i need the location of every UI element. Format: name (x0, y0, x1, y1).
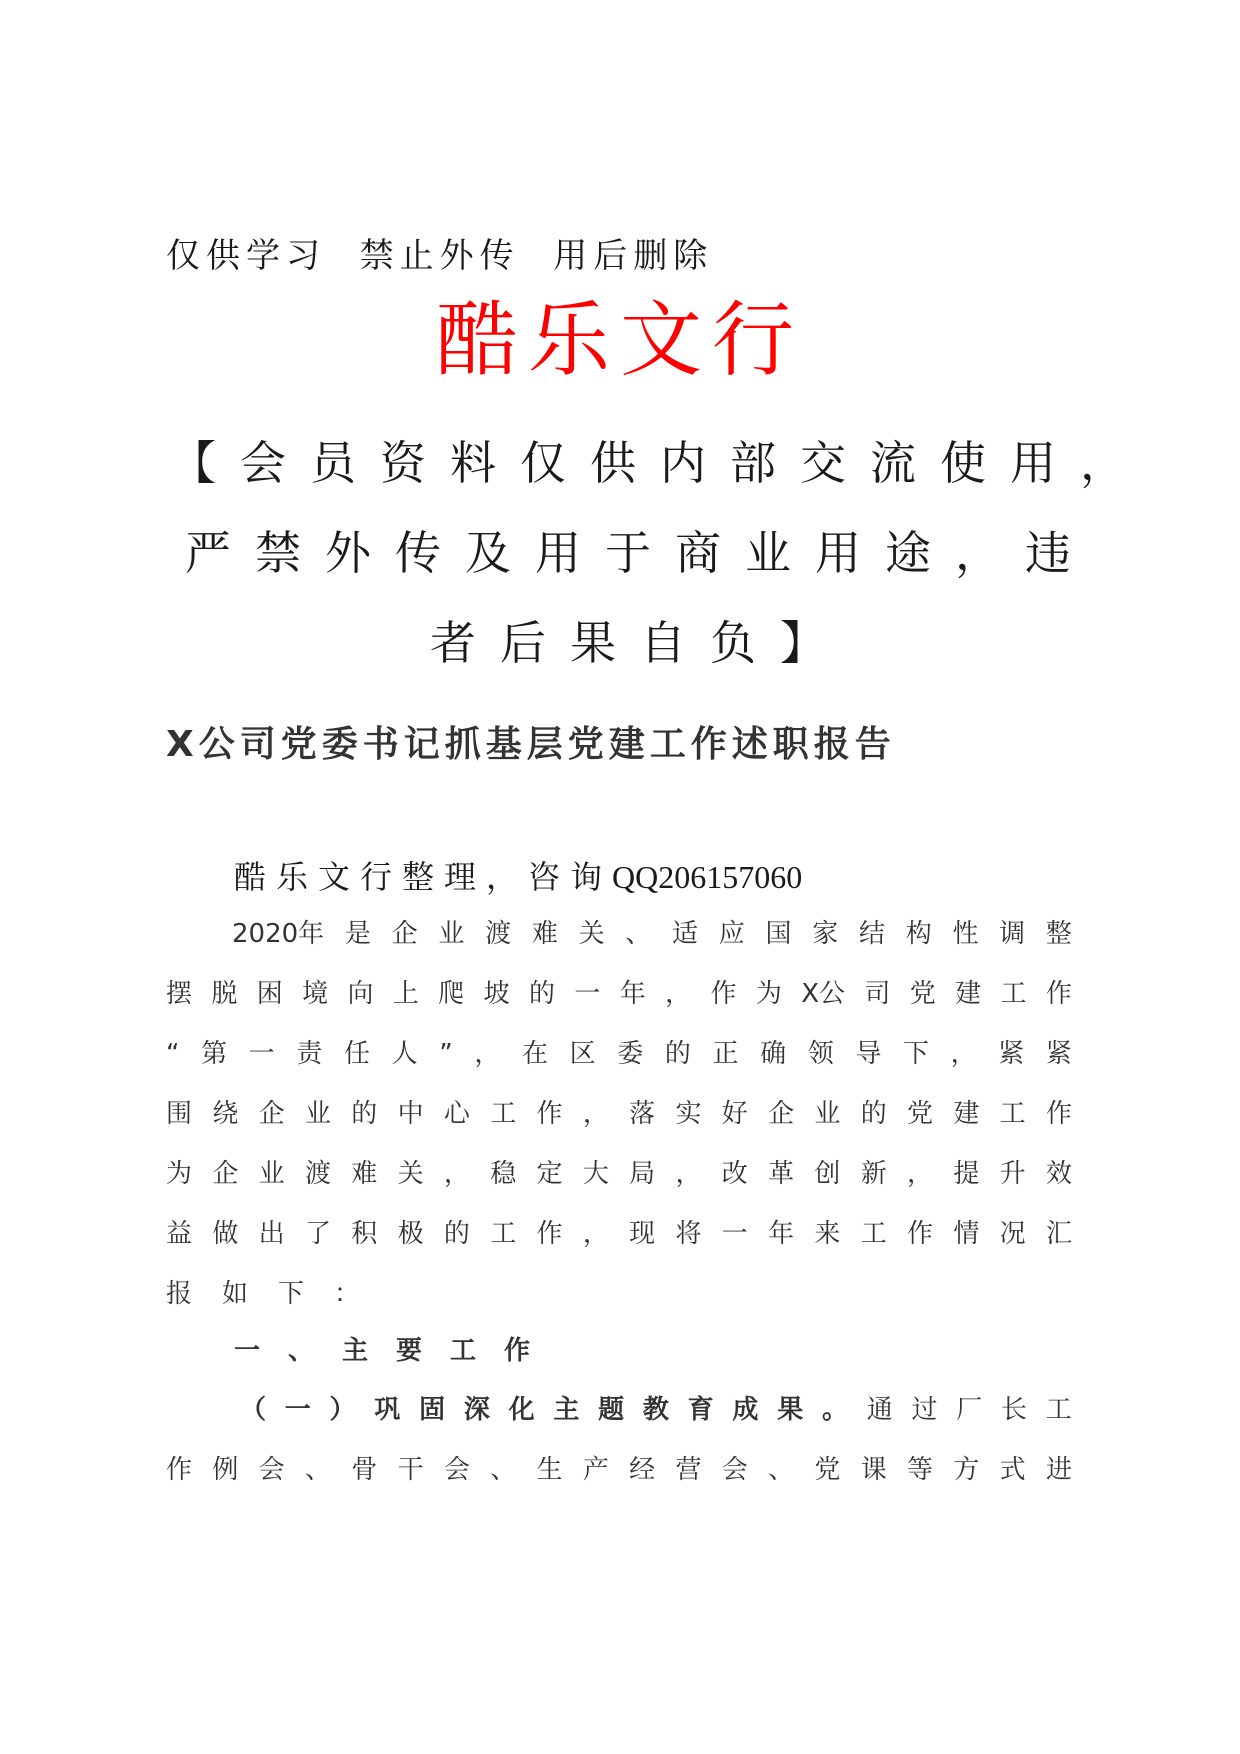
paragraph-char: 会 (258, 1455, 285, 1485)
paragraph-char: 适 (672, 919, 699, 949)
paragraph-char: 领 (807, 1039, 834, 1069)
paragraph-char: 作 (907, 1219, 934, 1249)
paragraph-char: 提 (953, 1159, 980, 1189)
paragraph-char: 出 (258, 1219, 285, 1249)
paragraph-char: 第 (201, 1039, 228, 1069)
paragraph-char: 况 (999, 1219, 1026, 1249)
paragraph-char: 汇 (1045, 1219, 1072, 1249)
paragraph-char: 工 (490, 1219, 517, 1249)
paragraph-char: 作 (536, 1099, 563, 1129)
paragraph-char: 确 (760, 1039, 787, 1069)
paragraph-char: 紧 (1045, 1039, 1072, 1069)
paragraph-char: 司 (864, 979, 891, 1009)
member-notice-line-1: 【会员资料仅供内部交流使用， (170, 436, 1150, 490)
paragraph-char: 课 (860, 1455, 887, 1485)
paragraph-char: 来 (814, 1219, 841, 1249)
paragraph-char: 积 (351, 1219, 378, 1249)
paragraph-char: 责 (296, 1039, 323, 1069)
paragraph-char: 为 (166, 1159, 193, 1189)
paragraph-char: 上 (392, 979, 419, 1009)
paragraph-char: 进 (1045, 1455, 1072, 1485)
paragraph-char: 境 (302, 979, 329, 1009)
paragraph-char: 企 (768, 1099, 795, 1129)
sub-heading-char: 固 (419, 1395, 446, 1425)
paragraph-line (166, 1264, 1072, 1324)
paragraph-char: 会 (443, 1455, 470, 1485)
paragraph-char: 委 (617, 1039, 644, 1069)
paragraph-char: 家 (812, 919, 839, 949)
sub-heading-char: 题 (598, 1395, 625, 1425)
paragraph-char: 年 (619, 979, 646, 1009)
paragraph-char: 经 (629, 1455, 656, 1485)
paragraph-line (166, 1144, 1072, 1204)
paragraph-line (166, 1440, 1072, 1500)
compiler-label: 酷乐文行整理，咨询 (234, 858, 613, 896)
paragraph-char: 业 (258, 1159, 285, 1189)
paragraph-char: 业 (438, 919, 465, 949)
sub-heading-char: 育 (687, 1395, 714, 1425)
paragraph-char: 将 (675, 1219, 702, 1249)
paragraph-char: 党 (907, 1099, 934, 1129)
sub-heading-char: 主 (553, 1395, 580, 1425)
paragraph-char: 坡 (483, 979, 510, 1009)
paragraph-char: 是 (344, 919, 371, 949)
paragraph-char: 报 (166, 1279, 193, 1309)
paragraph-char: 过 (911, 1395, 938, 1425)
paragraph-char: 任 (343, 1039, 370, 1069)
paragraph-char: 党 (909, 979, 936, 1009)
paragraph-char: ， (950, 1039, 977, 1069)
paragraph-line (166, 1380, 1072, 1440)
sub-heading-char: ） (329, 1395, 356, 1425)
compiler-contact: QQ206157060 (612, 859, 803, 895)
paragraph-char: 工 (999, 1099, 1026, 1129)
paragraph-line (166, 1084, 1072, 1144)
paragraph-char: 工 (1045, 1395, 1072, 1425)
paragraph-char: 新 (860, 1159, 887, 1189)
sub-heading-char: 巩 (374, 1395, 401, 1425)
paragraph-char: “ (166, 1039, 180, 1069)
paragraph-char: ， (443, 1159, 470, 1189)
paragraph-char: 正 (712, 1039, 739, 1069)
paragraph-line (166, 1024, 1072, 1084)
paragraph-char: ， (582, 1219, 609, 1249)
paragraph-char: 作 (536, 1219, 563, 1249)
paragraph-char: 做 (212, 1219, 239, 1249)
paragraph-char: 好 (721, 1099, 748, 1129)
document-title: X公司党委书记抓基层党建工作述职报告 (166, 724, 896, 765)
paragraph-char: 式 (999, 1455, 1026, 1485)
sub-heading-char: 果 (777, 1395, 804, 1425)
paragraph-char: 定 (536, 1159, 563, 1189)
paragraph-char: 一 (574, 979, 601, 1009)
paragraph-char: 作 (1045, 1099, 1072, 1129)
paragraph-char: 创 (814, 1159, 841, 1189)
sub-heading-char: 深 (463, 1395, 490, 1425)
sub-heading-char: 教 (642, 1395, 669, 1425)
paragraph-char: 落 (629, 1099, 656, 1129)
paragraph-char: 、 (768, 1455, 795, 1485)
sub-heading-char: （ (240, 1395, 267, 1425)
paragraph-char: 情 (953, 1219, 980, 1249)
paragraph-char: 的 (351, 1099, 378, 1129)
paragraph-char: 年 (768, 1219, 795, 1249)
paragraph-char: 骨 (351, 1455, 378, 1485)
paragraph-char: 企 (391, 919, 418, 949)
paragraph-line (166, 964, 1072, 1024)
paragraph-char: 生 (536, 1455, 563, 1485)
paragraph-char: 益 (166, 1219, 193, 1249)
brand-title: 酷乐文行 (435, 293, 804, 388)
member-notice-line-2: 严禁外传及用于商业用途，违 (185, 526, 1095, 580)
paragraph-char: 、 (490, 1455, 517, 1485)
sub-section-paragraph (166, 1380, 1072, 1500)
paragraph-char: 改 (721, 1159, 748, 1189)
paragraph-char: 通 (866, 1395, 893, 1425)
paragraph-char: 效 (1045, 1159, 1072, 1189)
paragraph-char: 导 (855, 1039, 882, 1069)
paragraph-char: 应 (718, 919, 745, 949)
paragraph-char: 渡 (485, 919, 512, 949)
paragraph-char: 向 (347, 979, 374, 1009)
paragraph-char: 极 (397, 1219, 424, 1249)
paragraph-char: 作 (1045, 979, 1072, 1009)
sub-heading-char: 一 (284, 1395, 311, 1425)
paragraph-char: 例 (212, 1455, 239, 1485)
paragraph-char: ： (334, 1279, 361, 1309)
paragraph-char: 建 (953, 1099, 980, 1129)
paragraph-char: 难 (351, 1159, 378, 1189)
paragraph-char: 的 (860, 1099, 887, 1129)
paragraph-char: 业 (304, 1099, 331, 1129)
paragraph-char: 的 (664, 1039, 691, 1069)
member-notice-line-3: 者后果自负】 (430, 616, 850, 670)
paragraph-char: 业 (814, 1099, 841, 1129)
paragraph-char: 脱 (211, 979, 238, 1009)
paragraph-char: 构 (905, 919, 932, 949)
paragraph-char: 人 (391, 1039, 418, 1069)
paragraph-char: 绕 (212, 1099, 239, 1129)
paragraph-char: 一 (248, 1039, 275, 1069)
sub-heading-char: 成 (732, 1395, 759, 1425)
paragraph-char: 在 (521, 1039, 548, 1069)
paragraph-char: 了 (304, 1219, 331, 1249)
paragraph-char: 长 (1001, 1395, 1028, 1425)
paragraph-char: 工 (490, 1099, 517, 1129)
paragraph-char: ， (582, 1099, 609, 1129)
paragraph-char: 等 (907, 1455, 934, 1485)
paragraph-char: 中 (397, 1099, 424, 1129)
paragraph-char: 心 (443, 1099, 470, 1129)
paragraph-char: 、 (304, 1455, 331, 1485)
intro-paragraph (166, 904, 1072, 1324)
paragraph-char: 围 (166, 1099, 193, 1129)
paragraph-char: 下 (902, 1039, 929, 1069)
paragraph-char: 局 (629, 1159, 656, 1189)
paragraph-char: 的 (443, 1219, 470, 1249)
paragraph-char: 2020年 (232, 919, 325, 949)
paragraph-char: 营 (675, 1455, 702, 1485)
paragraph-char: 干 (397, 1455, 424, 1485)
paragraph-char: 区 (569, 1039, 596, 1069)
paragraph-char: 稳 (490, 1159, 517, 1189)
paragraph-char: 性 (952, 919, 979, 949)
paragraph-char: 会 (721, 1455, 748, 1485)
paragraph-char: 结 (858, 919, 885, 949)
paragraph-char: 为 (755, 979, 782, 1009)
paragraph-char: 关 (397, 1159, 424, 1189)
paragraph-char: ” (439, 1039, 453, 1069)
compiler-line (234, 852, 802, 898)
section-heading-main-work: 一、主要工作 (234, 1336, 559, 1366)
paragraph-char: 下 (278, 1279, 305, 1309)
paragraph-char: 、 (625, 919, 652, 949)
paragraph-char: 关 (578, 919, 605, 949)
paragraph-char: ， (907, 1159, 934, 1189)
paragraph-char: X公 (801, 979, 846, 1009)
paragraph-char: 难 (531, 919, 558, 949)
sub-heading-char: 化 (508, 1395, 535, 1425)
paragraph-char: 产 (582, 1455, 609, 1485)
paragraph-line (166, 904, 1072, 964)
paragraph-char: 实 (675, 1099, 702, 1129)
paragraph-char: 渡 (304, 1159, 331, 1189)
paragraph-char: 建 (955, 979, 982, 1009)
paragraph-char: 厂 (956, 1395, 983, 1425)
paragraph-char: 的 (529, 979, 556, 1009)
sub-heading-char: 。 (821, 1395, 848, 1425)
usage-notice: 仅供学习 禁止外传 用后删除 (166, 236, 714, 276)
paragraph-char: 现 (629, 1219, 656, 1249)
paragraph-char: 大 (582, 1159, 609, 1189)
paragraph-char: 工 (860, 1219, 887, 1249)
paragraph-line (166, 1204, 1072, 1264)
paragraph-char: 爬 (438, 979, 465, 1009)
paragraph-char: 作 (710, 979, 737, 1009)
paragraph-char: 国 (765, 919, 792, 949)
paragraph-char: 工 (1000, 979, 1027, 1009)
member-notice (170, 418, 1150, 688)
paragraph-char: ， (675, 1159, 702, 1189)
paragraph-char: 一 (721, 1219, 748, 1249)
paragraph-char: 如 (222, 1279, 249, 1309)
paragraph-char: 党 (814, 1455, 841, 1485)
paragraph-char: 企 (258, 1099, 285, 1129)
paragraph-char: 困 (256, 979, 283, 1009)
paragraph-char: ， (665, 979, 692, 1009)
paragraph-char: 革 (768, 1159, 795, 1189)
paragraph-char: ， (474, 1039, 501, 1069)
paragraph-char: 方 (953, 1455, 980, 1485)
paragraph-char: 整 (1045, 919, 1072, 949)
paragraph-char: 企 (212, 1159, 239, 1189)
paragraph-char: 作 (166, 1455, 193, 1485)
paragraph-char: 紧 (998, 1039, 1025, 1069)
paragraph-char: 摆 (166, 979, 193, 1009)
paragraph-char: 调 (999, 919, 1026, 949)
paragraph-char: 升 (999, 1159, 1026, 1189)
